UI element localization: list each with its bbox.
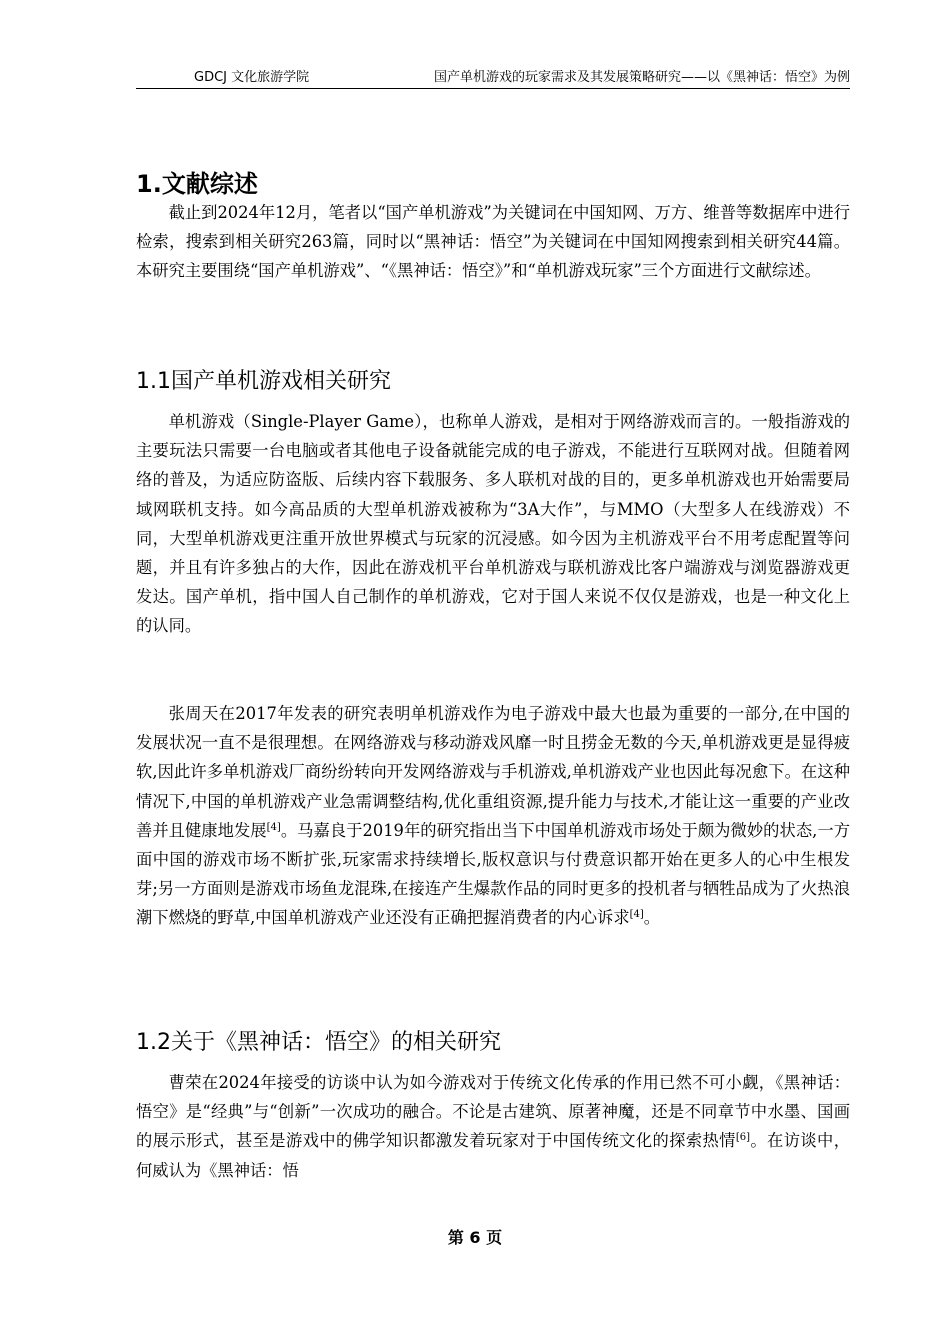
paragraph-text: 。: [643, 908, 661, 928]
citation-ref: [4]: [629, 909, 644, 921]
paragraph-black-myth-research: [136, 1068, 850, 1185]
running-header: [136, 66, 850, 89]
paragraph-research-review: [136, 699, 850, 933]
header-thesis-title: 国产单机游戏的玩家需求及其发展策略研究——以《黑神话：悟空》为例: [433, 70, 850, 85]
paragraph-text: 曹荣在2024年接受的访谈中认为如今游戏对于传统文化传承的作用已然不可小觑，《黑神话：悟空》是“经典”与“创新”一次成功的融合。不论是古建筑、原著神魔，还是不同章节中水墨、国画的展示形式，甚至是游戏中的佛学知识都激发着玩家对于中国传统文化的探索热情: [136, 1073, 850, 1151]
citation-ref: [4]: [266, 821, 281, 833]
paragraph-text: 。马嘉良于2019年的研究指出当下中国单机游戏市场处于颇为微妙的状态,一方面中国的游戏市场不断扩张,玩家需求持续增长,版权意识与付费意识都开始在更多人的心中生根发芽;另一方面则是游戏市场鱼龙混珠,在接连产生爆款作品的同时更多的投机者与牺牲品成为了火热浪潮下燃烧的野草,中国单机游戏产业还没有正确把握消费者的内心诉求: [136, 820, 850, 928]
paragraph-text: 。在访谈中，何威认为《黑神话：悟: [136, 1131, 850, 1180]
paragraph-single-player-definition: 单机游戏（Single-Player Game），也称单人游戏，是相对于网络游戏而言的。一般指游戏的主要玩法只需要一台电脑或者其他电子设备就能完成的电子游戏，不能进行互联网对战。但随着网络的普及，为适应防盗版、后续内容下载服务、多人联机对战的目的，更多单机游戏也开始需要局域网联机支持。如今高品质的大型单机游戏被称为“3A大作”，与MMO（大型多人在线游戏）不同，大型单机游戏更注重开放世界模式与玩家的沉浸感。如今因为主机游戏平台不用考虑配置等问题，并且有许多独占的大作，因此在游戏机平台单机游戏与联机游戏比客户端游戏与浏览器游戏更发达。国产单机，指中国人自己制作的单机游戏，它对于国人来说不仅仅是游戏，也是一种文化上的认同。: [136, 412, 850, 636]
paragraph-text: 张周天在2017年发表的研究表明单机游戏作为电子游戏中最大也最为重要的一部分,在中国的发展状况一直不是很理想。在网络游戏与移动游戏风靡一时且捞金无数的今天,单机游戏更是显得疲软,因此许多单机游戏厂商纷纷转向开发网络游戏与手机游戏,单机游戏产业也因此每况愈下。在这种情况下,中国的单机游戏产业急需调整结构,优化重组资源,提升能力与技术,才能让这一重要的产业改善并且健康地发展: [136, 704, 850, 840]
subsection-heading-1-1: 1.1国产单机游戏相关研究: [136, 369, 391, 394]
intro-paragraph: 截止到2024年12月，笔者以“国产单机游戏”为关键词在中国知网、万方、维普等数据库中进行检索，搜索到相关研究263篇，同时以“黑神话：悟空”为关键词在中国知网搜索到相关研究44篇。本研究主要围绕“国产单机游戏”、“《黑神话：悟空》”和“单机游戏玩家”三个方面进行文献综述。: [136, 203, 850, 281]
section-heading-literature-review: 1.文献综述: [136, 170, 258, 198]
subsection-heading-1-2: 1.2关于《黑神话：悟空》的相关研究: [136, 1030, 501, 1055]
page-number: 第 6 页: [447, 1228, 503, 1247]
header-institution: GDCJ 文化旅游学院: [194, 70, 310, 85]
citation-ref: [6]: [735, 1132, 751, 1144]
